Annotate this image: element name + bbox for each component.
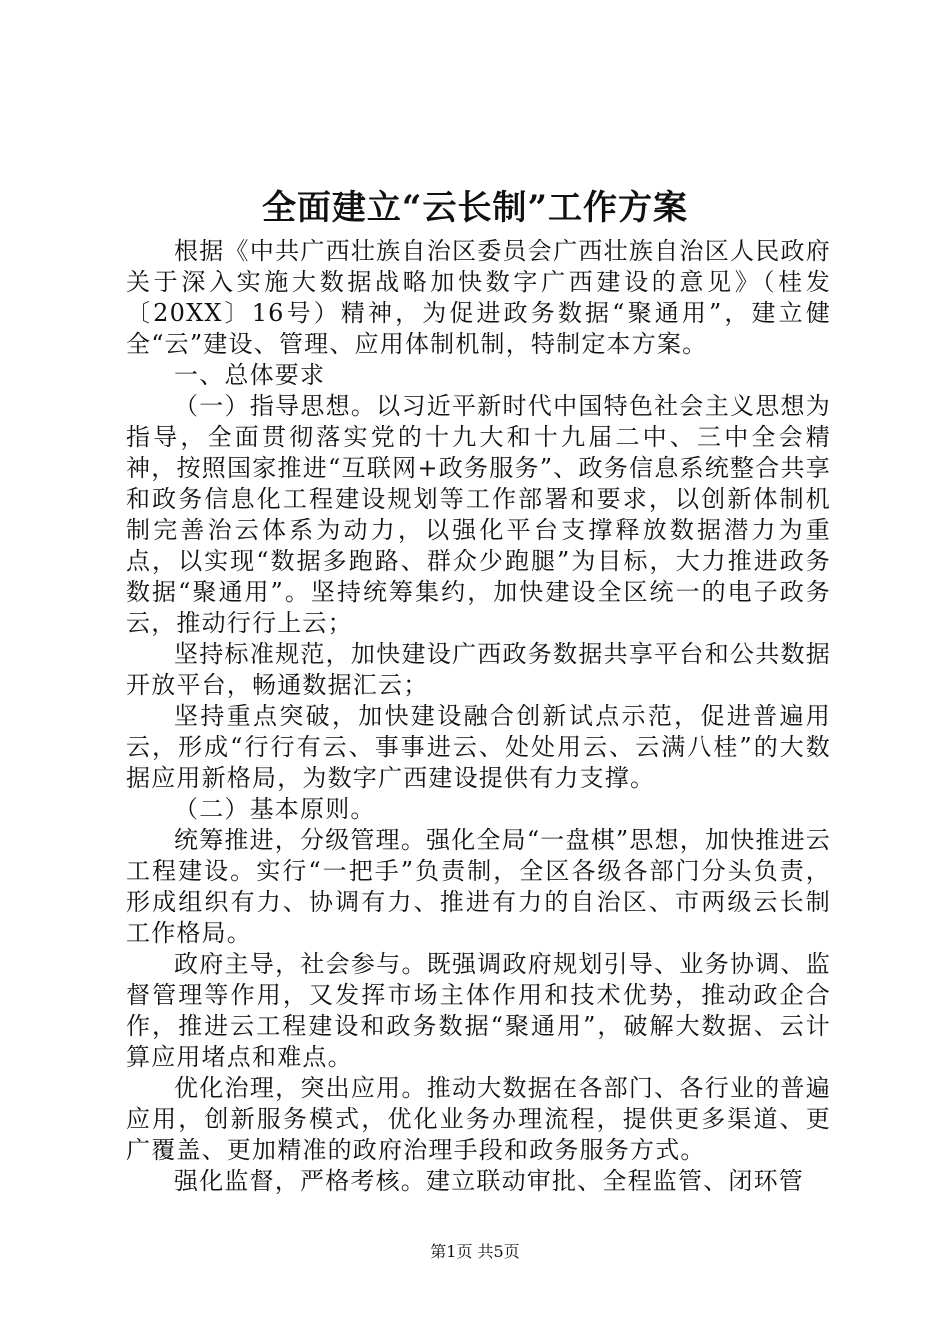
paragraph-principle-coordination: 统筹推进，分级管理。强化全局“一盘棋”思想，加快推进云工程建设。实行“一把手”负责制，全区各级各部门分头负责，形成组织有力、协调有力、推进有力的自治区、市两级云长制工作格局。 bbox=[126, 826, 831, 947]
page-footer: 第1页 共5页 bbox=[430, 1242, 520, 1261]
document-title: 全面建立“云长制”工作方案 bbox=[261, 188, 689, 228]
paragraph-principle-supervision: 强化监督，严格考核。建立联动审批、全程监管、闭环管 bbox=[174, 1167, 804, 1195]
paragraph-intro: 根据《中共广西壮族自治区委员会广西壮族自治区人民政府关于深入实施大数据战略加快数字广西建设的意见》（桂发〔20XX〕16号）精神，为促进政务数据“聚通用”，建立健全“云”建设、管理、应用体制机制，特制定本方案。 bbox=[126, 237, 831, 358]
document-body bbox=[126, 236, 831, 1197]
paragraph-principle-government-led: 政府主导，社会参与。既强调政府规划引导、业务协调、监督管理等作用，又发挥市场主体作用和技术优势，推动政企合作，推进云工程建设和政务数据“聚通用”，破解大数据、云计算应用堵点和难点。 bbox=[126, 950, 831, 1071]
paragraph-key-breakthrough: 坚持重点突破，加快建设融合创新试点示范，促进普遍用云，形成“行行有云、事事进云、处处用云、云满八桂”的大数据应用新格局，为数字广西建设提供有力支撑。 bbox=[126, 702, 831, 792]
paragraph-standards: 坚持标准规范，加快建设广西政务数据共享平台和公共数据开放平台，畅通数据汇云； bbox=[126, 640, 831, 699]
paragraph-principle-governance: 优化治理，突出应用。推动大数据在各部门、各行业的普遍应用，创新服务模式，优化业务办理流程，提供更多渠道、更广覆盖、更加精准的政府治理手段和政务服务方式。 bbox=[126, 1074, 831, 1164]
section-heading-general-requirements: 一、总体要求 bbox=[174, 361, 326, 389]
paragraph-guiding-ideology: （一）指导思想。以习近平新时代中国特色社会主义思想为指导，全面贯彻落实党的十九大和十九届二中、三中全会精神，按照国家推进“互联网+政务服务”、政务信息系统整合共享和政务信息化工程建设规划等工作部署和要求，以创新体制机制完善治云体系为动力，以强化平台支撑释放数据潜力为重点，以实现“数据多跑路、群众少跑腿”为目标，大力推进政务数据“聚通用”。坚持统筹集约，加快建设全区统一的电子政务云，推动行行上云； bbox=[126, 392, 831, 637]
subheading-basic-principles: （二）基本原则。 bbox=[174, 795, 376, 823]
